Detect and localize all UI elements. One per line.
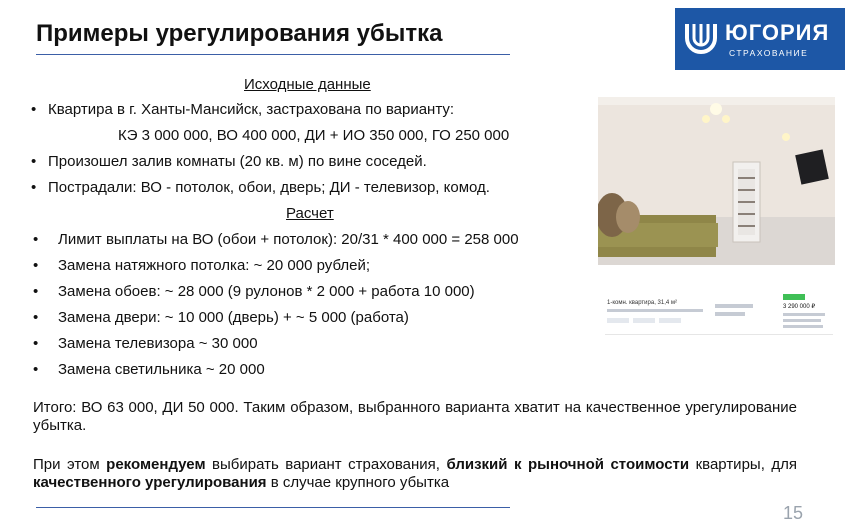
insurance-variant-line: КЭ 3 000 000, ВО 400 000, ДИ + ИО 350 000, ГО 250 000 xyxy=(118,127,510,144)
bullet-dot: • xyxy=(33,361,39,378)
logo-name: ЮГОРИЯ xyxy=(725,20,830,45)
calc-item: Замена двери: ~ 10 000 (дверь) + ~ 5 000 (работа) xyxy=(58,309,409,326)
calculation-heading: Расчет xyxy=(286,205,334,222)
rec-bold: качественного урегулирования xyxy=(33,474,267,491)
title-underline xyxy=(36,54,510,55)
source-data-heading: Исходные данные xyxy=(244,76,371,93)
bullet-dot: • xyxy=(31,101,37,118)
bullet-dot: • xyxy=(31,153,37,170)
rec-text: в случае крупного убытка xyxy=(266,474,450,491)
page-number: 15 xyxy=(783,503,804,523)
calc-item: Замена телевизора ~ 30 000 xyxy=(58,335,258,352)
calc-item: Замена обоев: ~ 28 000 (9 рулонов * 2 000 + работа 10 000) xyxy=(58,283,475,300)
bullet-dot: • xyxy=(33,231,39,248)
listing-title: 1-комн. квартира, 31,4 м² xyxy=(607,300,677,306)
source-item: Произошел залив комнаты (20 кв. м) по вине соседей. xyxy=(48,153,427,170)
summary-recommendation xyxy=(33,456,797,492)
rec-bold: рекомендуем xyxy=(106,456,206,473)
rec-text: квартиры, для xyxy=(689,456,797,473)
bullet-dot: • xyxy=(33,335,39,352)
company-logo xyxy=(675,8,845,70)
bullet-dot: • xyxy=(33,309,39,326)
bullet-dot: • xyxy=(33,283,39,300)
listing-card xyxy=(605,294,833,334)
summary-total: Итого: ВО 63 000, ДИ 50 000. Таким образом, выбранного варианта хватит на качественное урегулирование убытка. xyxy=(33,399,797,434)
logo-mark-icon xyxy=(683,20,719,56)
apartment-photo xyxy=(598,97,835,265)
bullet-dot: • xyxy=(33,257,39,274)
rec-text: При этом xyxy=(33,456,107,473)
listing-snippet xyxy=(605,294,833,335)
room-illustration xyxy=(598,97,835,265)
page-title: Примеры урегулирования убытка xyxy=(36,20,443,47)
footer-rule xyxy=(36,507,510,508)
bullet-dot: • xyxy=(31,179,37,196)
listing-price: 3 290 000 ₽ xyxy=(783,304,816,310)
logo-subtitle: СТРАХОВАНИЕ xyxy=(729,48,809,58)
rec-text: выбирать вариант страхования, xyxy=(205,456,447,473)
calc-item: Замена светильника ~ 20 000 xyxy=(58,361,265,378)
source-item: Пострадали: ВО - потолок, обои, дверь; ДИ - телевизор, комод. xyxy=(48,179,490,196)
rec-bold: близкий к рыночной стоимости xyxy=(446,456,690,473)
source-item: Квартира в г. Ханты-Мансийск, застрахована по варианту: xyxy=(48,101,455,118)
calc-item: Лимит выплаты на ВО (обои + потолок): 20/31 * 400 000 = 258 000 xyxy=(58,231,519,248)
calc-item: Замена натяжного потолка: ~ 20 000 рублей; xyxy=(58,257,370,274)
